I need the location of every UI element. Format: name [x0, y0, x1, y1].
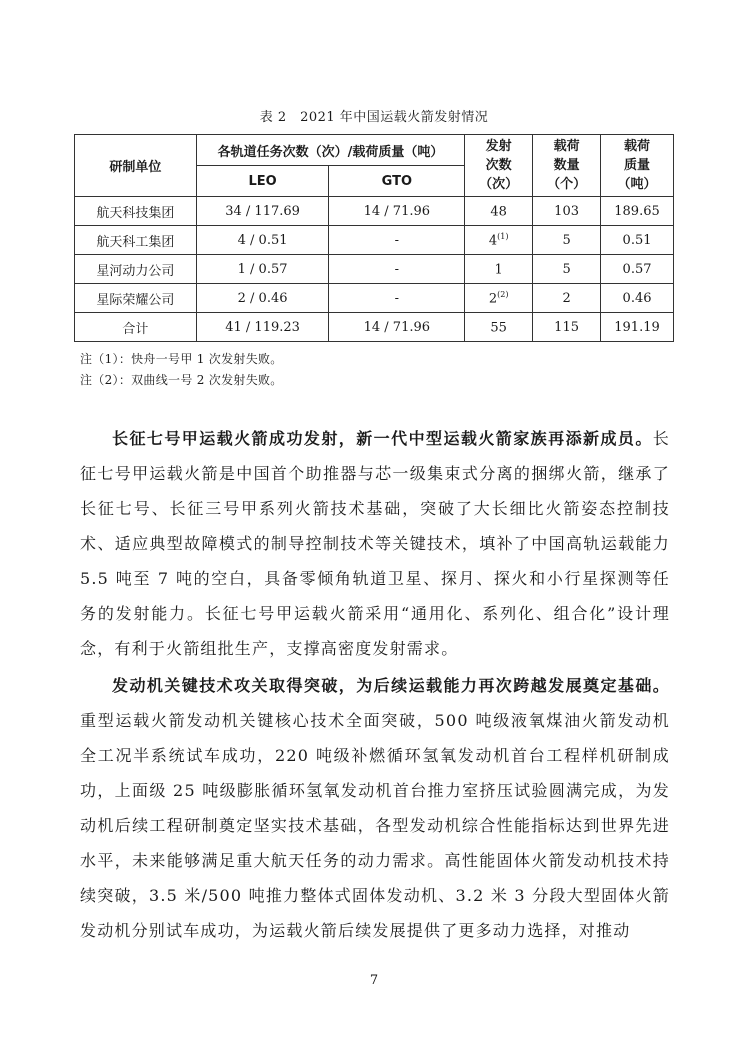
table-row — [75, 255, 674, 284]
cell-leo: 34 / 117.69 — [196, 197, 329, 226]
cell-gto: - — [329, 284, 465, 313]
header-payload-mass — [601, 135, 674, 197]
cell-note: (2) — [497, 289, 509, 299]
cell-gto: 14 / 71.96 — [329, 197, 465, 226]
header-payload-count-line: 载荷 — [553, 139, 580, 154]
cell-gto: - — [329, 226, 465, 255]
paragraph — [80, 668, 670, 948]
header-orbit-group: 各轨道任务次数（次）/载荷质量（吨） — [196, 135, 465, 166]
note-line: 注（1）：快舟一号甲 1 次发射失败。 — [80, 352, 283, 366]
launch-table — [74, 134, 674, 342]
header-payload-mass-line: 载荷 — [624, 139, 651, 154]
cell-leo: 4 / 0.51 — [196, 226, 329, 255]
cell-payloads: 115 — [533, 313, 601, 342]
cell-launches-value: 4 — [488, 233, 498, 249]
header-payload-mass-line: 质量 — [624, 158, 651, 173]
table-row — [75, 284, 674, 313]
header-payload-mass-line: （吨） — [617, 177, 657, 192]
header-gto: GTO — [329, 166, 465, 197]
cell-launches-value: 55 — [490, 320, 507, 336]
table-row — [75, 226, 674, 255]
paragraph-lead: 长征七号甲运载火箭成功发射，新一代中型运载火箭家族再添新成员。 — [112, 429, 653, 448]
cell-launches-value: 48 — [490, 204, 507, 220]
cell-gto: 14 / 71.96 — [329, 313, 465, 342]
table-row-total — [75, 313, 674, 342]
cell-leo: 1 / 0.57 — [196, 255, 329, 284]
header-launches-line: 发射 — [485, 139, 512, 154]
cell-unit: 合计 — [75, 313, 197, 342]
cell-launches — [465, 313, 533, 342]
header-payload-count-line: 数量 — [553, 158, 580, 173]
cell-launches — [465, 197, 533, 226]
paragraph-body: 重型运载火箭发动机关键核心技术全面突破，500 吨级液氧煤油火箭发动机全工况半系统试车成功，220 吨级补燃循环氢氧发动机首台工程样机研制成功，上面级 25 吨级膨胀循环氢氧发动机首台推力室挤压试验圆满完成，为发动机后续工程研制奠定坚实技术基础，各型发动机综合性能指标达到世界先进水平，未来能够满足重大航天任务的动力需求。高性能固体火箭发动机技术持续突破，3.5 米/500 吨推力整体式固体发动机、3.2 米 3 分段大型固体火箭发动机分别试车成功，为运载火箭后续发展提供了更多动力选择，对推动 — [80, 711, 670, 940]
cell-mass: 0.57 — [601, 255, 674, 284]
cell-gto: - — [329, 255, 465, 284]
cell-launches-value: 1 — [494, 262, 503, 278]
table-notes — [80, 349, 283, 391]
cell-launches — [465, 226, 533, 255]
paragraph-body: 长征七号甲运载火箭是中国首个助推器与芯一级集束式分离的捆绑火箭，继承了长征七号、长征三号甲系列火箭技术基础，突破了大长细比火箭姿态控制技术、适应典型故障模式的制导控制技术等关键技术，填补了中国高轨运载能力 5.5 吨至 7 吨的空白，具备零倾角轨道卫星、探月、探火和小行星探测等任务的发射能力。长征七号甲运载火箭采用“通用化、系列化、组合化”设计理念，有利于火箭组批生产，支撑高密度发射需求。 — [80, 429, 670, 658]
cell-payloads: 2 — [533, 284, 601, 313]
header-unit: 研制单位 — [75, 135, 197, 197]
cell-launches-value: 2 — [488, 291, 498, 307]
cell-mass: 189.65 — [601, 197, 674, 226]
header-launches — [465, 135, 533, 197]
cell-mass: 0.46 — [601, 284, 674, 313]
cell-mass: 191.19 — [601, 313, 674, 342]
cell-payloads: 103 — [533, 197, 601, 226]
header-launches-line: （次） — [479, 177, 519, 192]
cell-launches — [465, 284, 533, 313]
cell-unit: 星河动力公司 — [75, 255, 197, 284]
cell-unit: 航天科工集团 — [75, 226, 197, 255]
cell-note: (1) — [497, 231, 509, 241]
paragraph — [80, 421, 670, 666]
header-payload-count-line: （个） — [547, 177, 587, 192]
table-caption: 表 2 2021 年中国运载火箭发射情况 — [259, 110, 489, 125]
cell-unit: 航天科技集团 — [75, 197, 197, 226]
cell-launches — [465, 255, 533, 284]
header-payload-count — [533, 135, 601, 197]
page-number: 7 — [369, 973, 379, 988]
header-launches-line: 次数 — [485, 158, 512, 173]
note-line: 注（2）：双曲线一号 2 次发射失败。 — [80, 373, 283, 387]
header-leo: LEO — [196, 166, 329, 197]
paragraph-lead: 发动机关键技术攻关取得突破，为后续运载能力再次跨越发展奠定基础。 — [112, 676, 670, 695]
table-row — [75, 197, 674, 226]
cell-leo: 2 / 0.46 — [196, 284, 329, 313]
cell-payloads: 5 — [533, 226, 601, 255]
cell-mass: 0.51 — [601, 226, 674, 255]
cell-leo: 41 / 119.23 — [196, 313, 329, 342]
cell-unit: 星际荣耀公司 — [75, 284, 197, 313]
cell-payloads: 5 — [533, 255, 601, 284]
